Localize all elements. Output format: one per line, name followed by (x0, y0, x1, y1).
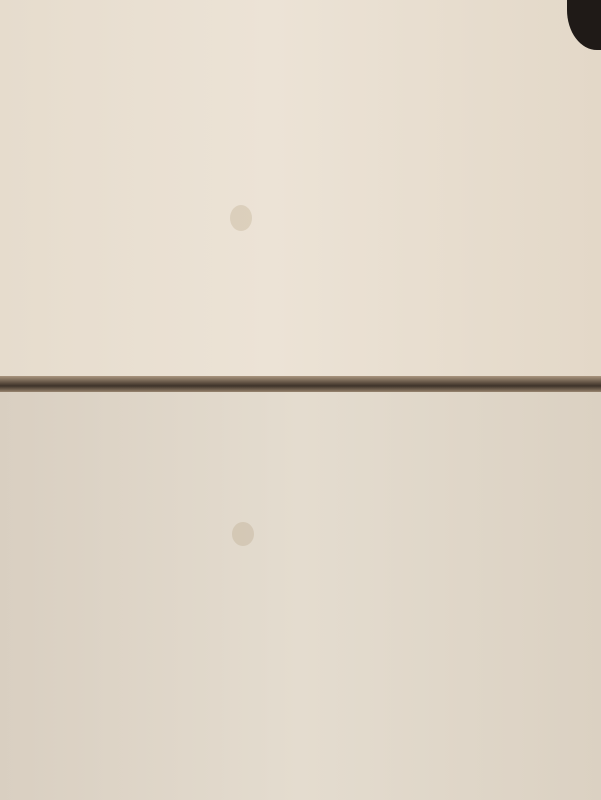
top-page (0, 0, 601, 378)
stain (230, 205, 252, 231)
stain (232, 522, 254, 546)
page-corner (567, 0, 601, 50)
bottom-page (0, 392, 601, 800)
